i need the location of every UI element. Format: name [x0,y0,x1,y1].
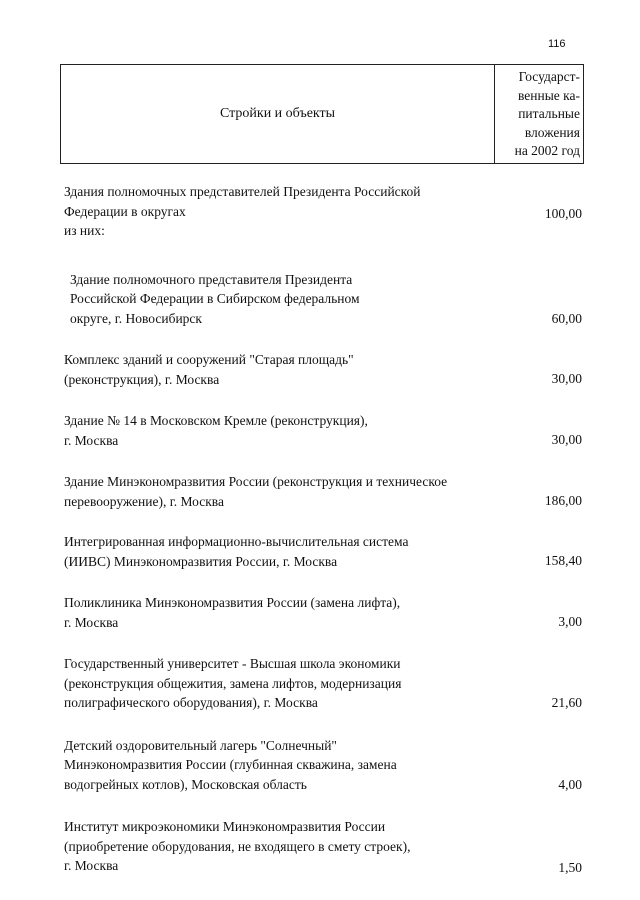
row-value: 30,00 [551,432,582,447]
row-value: 21,60 [551,695,582,710]
row-name: Здания полномочных представителей Президента Российской Федерации в округах из них: [64,184,421,238]
table-row [64,270,584,329]
row-name: Институт микроэкономики Минэкономразвития России (приобретение оборудования, не входящего в смету строек), г. Москва [64,819,411,873]
row-value: 100,00 [544,206,582,221]
table-row [64,654,584,713]
table-row [64,411,584,450]
row-value: 186,00 [544,493,582,508]
table-row [64,736,584,795]
row-name: Интегрированная информационно-вычислительная система (ИИВС) Минэкономразвития России, г. Москва [64,534,409,569]
row-name: Поликлиника Минэкономразвития России (замена лифта), г. Москва [64,595,401,630]
row-name: Здание Минэкономразвития России (реконструкция и техническое перевооружение), г. Москва [64,474,448,509]
row-name: Здание № 14 в Московском Кремле (реконструкция), г. Москва [64,413,368,448]
table-row [64,472,584,511]
row-value: 4,00 [558,776,582,792]
row-name: Государственный университет - Высшая школа экономики (реконструкция общежития, замена лифтов, модернизация полиграфического оборудования), г. Москва [64,656,402,710]
table-row [64,182,584,241]
row-value: 3,00 [558,614,582,629]
row-value: 60,00 [551,310,582,326]
page-number: 116 [548,38,566,50]
header-objects-column: Стройки и объекты [61,65,495,163]
table-header [60,64,584,164]
table-row [64,532,584,571]
row-value: 1,50 [558,860,582,875]
table-row [64,817,584,876]
row-name: Здание полномочного представителя Президента Российской Федерации в Сибирском федеральном округе, г. Новосибирск [70,271,360,326]
table-body [64,182,584,876]
table-row [64,593,584,632]
row-value: 30,00 [551,371,582,386]
header-investment-column: Государст- венные ка- питальные вложения на 2002 год [514,69,580,158]
row-name: Детский оздоровительный лагерь "Солнечный" Минэкономразвития России (глубинная скважина, замена водогрейных котлов), Московская область [64,737,397,792]
row-value: 158,40 [544,553,582,568]
row-name: Комплекс зданий и сооружений "Старая площадь" (реконструкция), г. Москва [64,352,354,387]
table-row [64,350,584,389]
